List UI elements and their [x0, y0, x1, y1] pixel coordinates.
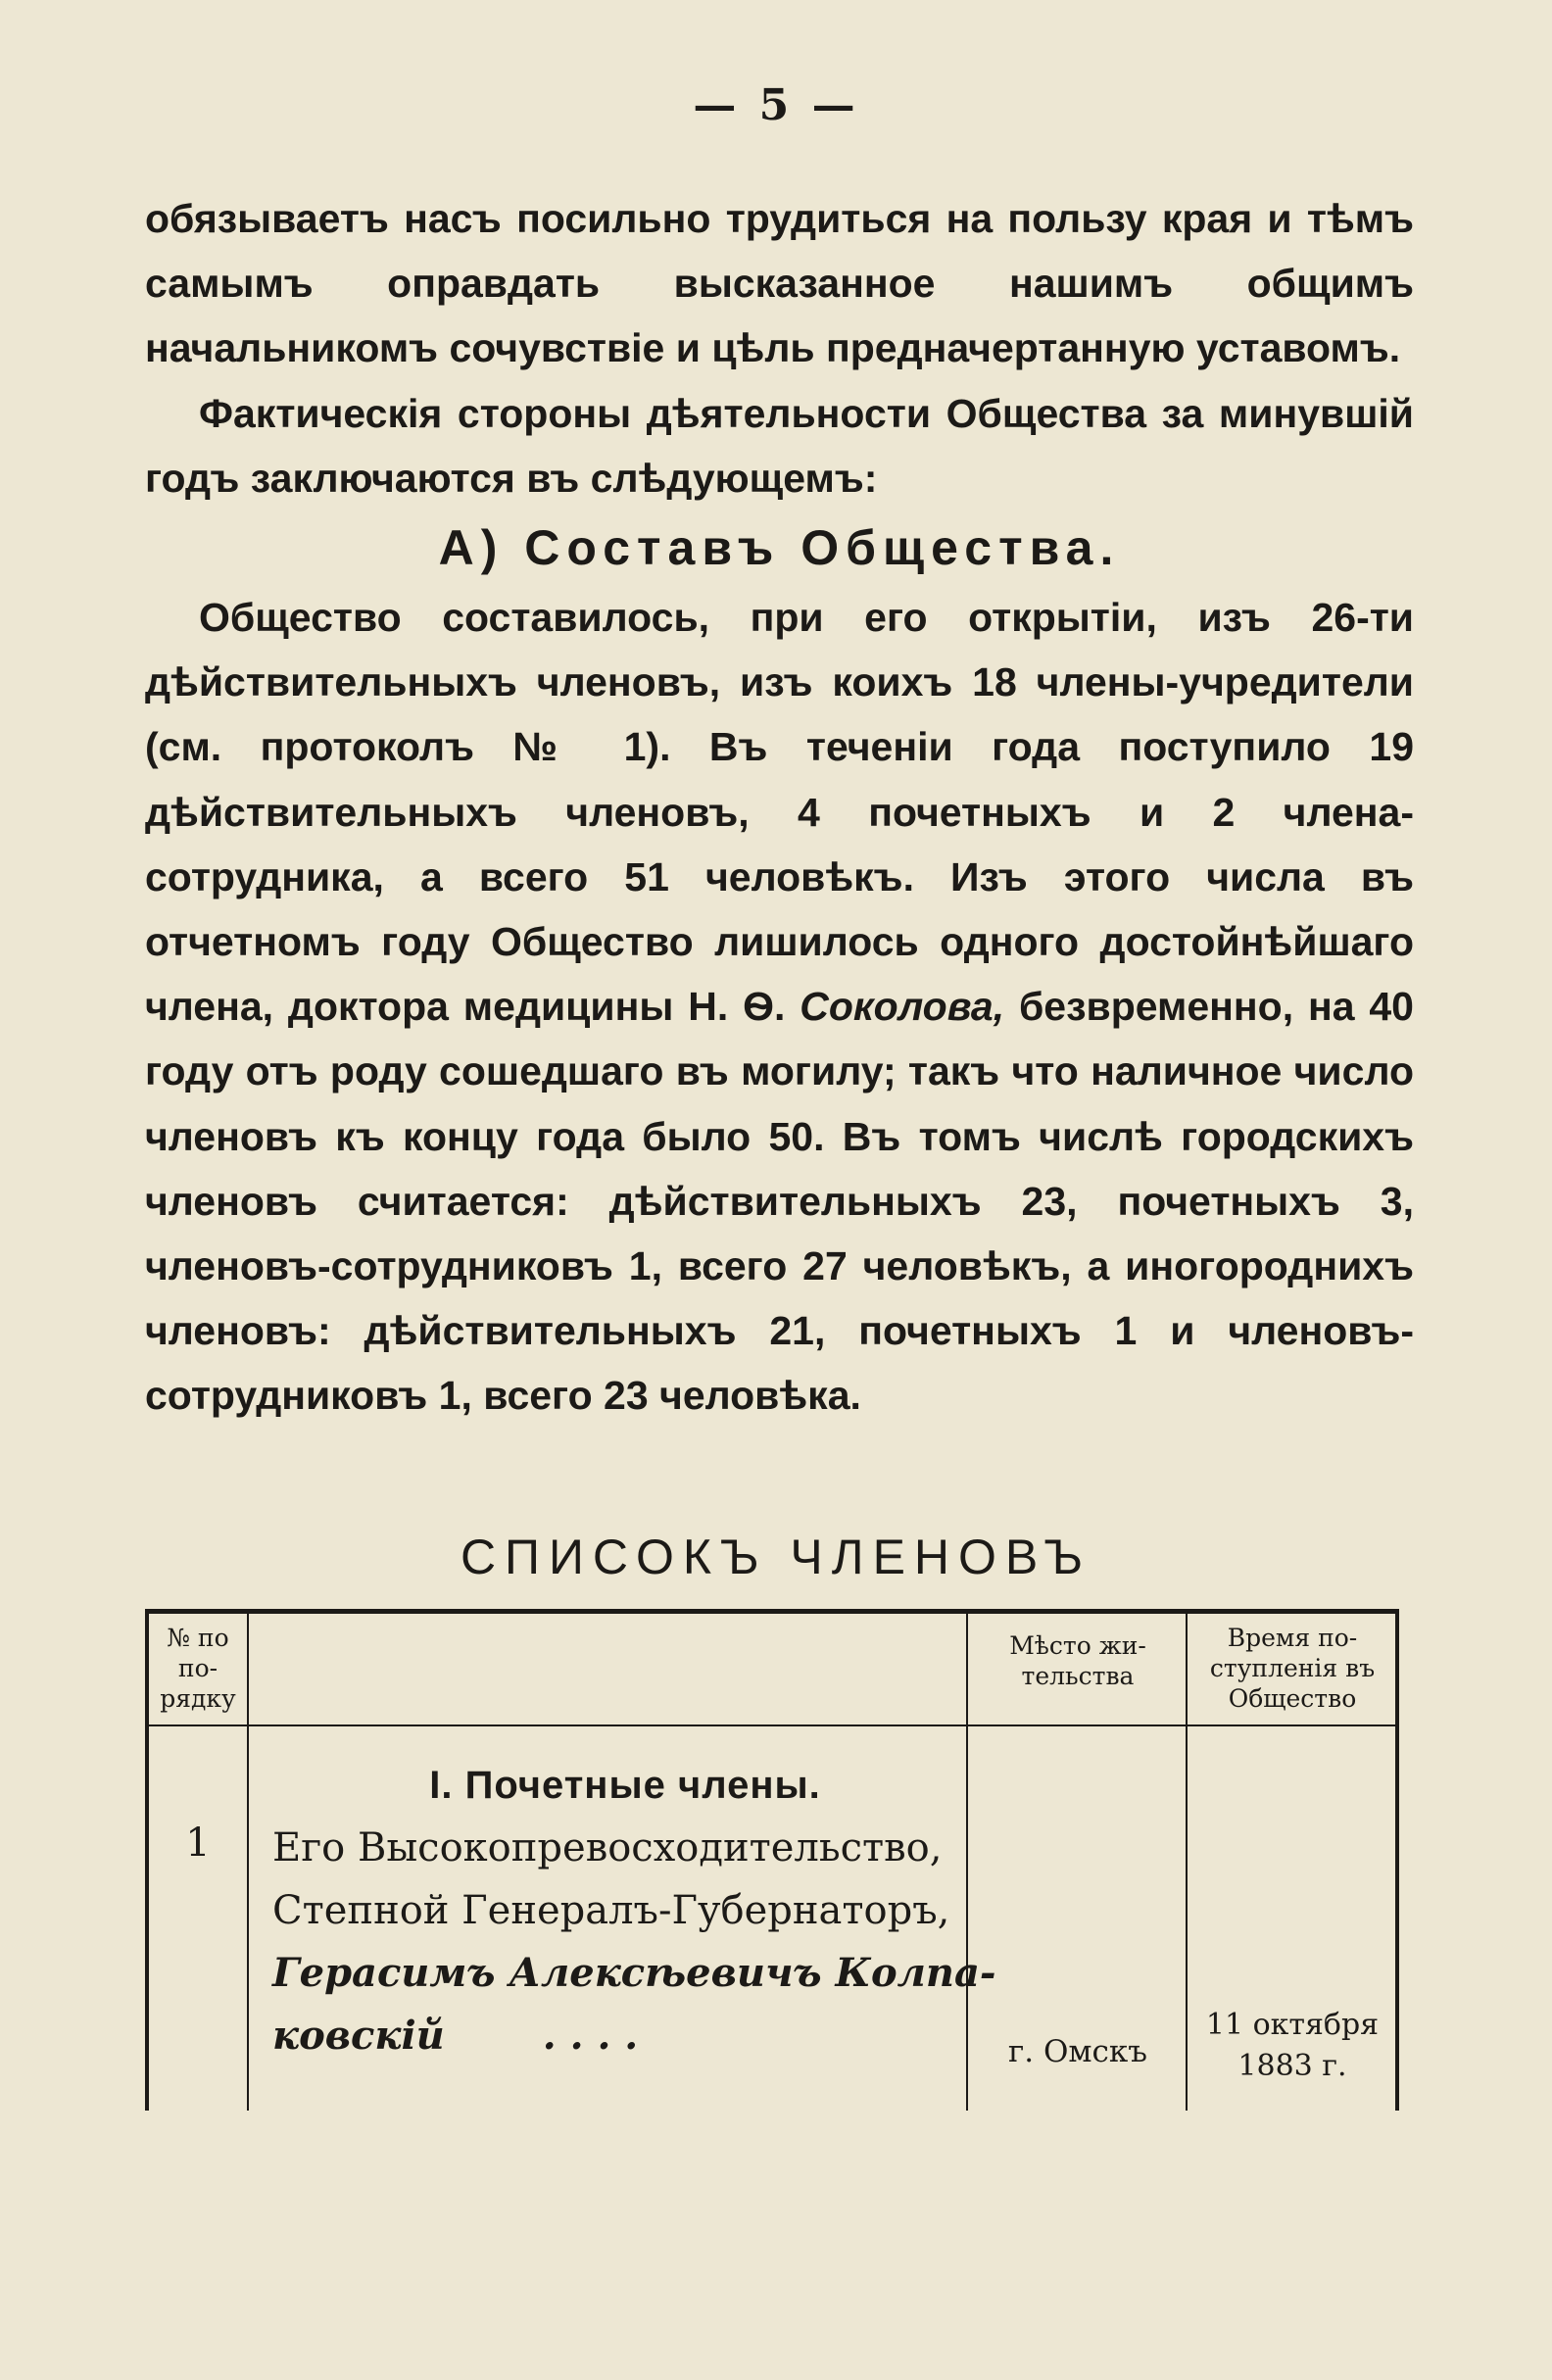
header-number: № по по- рядку — [160, 1624, 236, 1713]
table-column-divider — [1186, 1613, 1188, 2111]
header-date: Время по- ступленія въ Общество — [1209, 1624, 1376, 1713]
members-table — [145, 1609, 1399, 2111]
leader-dots: . . . . — [542, 2013, 639, 2059]
table-header-rule — [145, 1724, 1399, 1726]
body-text — [145, 186, 1414, 1429]
table-top-rule — [145, 1609, 1399, 1614]
name-italic-line-last: ковскій . . . . — [272, 2005, 958, 2067]
header-place: Мѣсто жи- тельства — [1009, 1631, 1146, 1690]
row-place: г. Омскъ — [1008, 2034, 1147, 2069]
members-list-title: СПИСОКЪ ЧЛЕНОВЪ — [460, 1530, 1092, 1584]
paragraph-activities: Фактическія стороны дѣятельности Общества за минувшій годъ заключаются въ слѣдующемъ: — [145, 390, 1414, 501]
member-name-italic: Соколова, — [800, 984, 1005, 1030]
section-heading: А) Составъ Общества. — [438, 520, 1121, 576]
table-column-divider — [966, 1613, 968, 2111]
row-date: 11 октября 1883 г. — [1205, 2008, 1380, 2083]
composition-text-end: безвременно, на 40 году отъ роду сошедшаго въ могилу; такъ что наличное число членовъ къ концу года было 50. Въ томъ числѣ городскихъ членовъ считается: дѣйствительныхъ 23, почетныхъ 3, членовъ-сотрудниковъ 1, всего 27 человѣкъ, а иногороднихъ членовъ: дѣйствительныхъ 21, почетныхъ 1 и членовъ-сотрудниковъ 1, всего 23 человѣка. — [145, 984, 1414, 1419]
name-line: Степной Генералъ-Губернаторъ, — [272, 1888, 950, 1933]
category-heading: I. Почетные члены. — [429, 1764, 821, 1807]
name-italic-line: Герасимъ Алексѣевичъ Колпа- — [272, 1950, 996, 1996]
name-line: Его Высокопревосходительство, — [272, 1825, 943, 1870]
table-right-border — [1395, 1613, 1399, 2111]
table-column-divider — [247, 1613, 249, 2111]
page-number: — 5 — — [693, 80, 859, 130]
row-number: 1 — [185, 1821, 211, 1866]
row-name-cell — [272, 1754, 996, 2067]
composition-text-start: Общество составилось, при его открытіи, изъ 26-ти дѣйствительныхъ членовъ, изъ коихъ 18 члены-учредители (см. протоколъ № 1). Въ теченіи года поступило 19 дѣйствительныхъ членовъ, 4 почетныхъ и 2 члена-сотрудника, а всего 51 человѣкъ. Изъ этого числа въ отчетномъ году Общество лишилось одного достойнѣйшаго члена, доктора медицины Н. Ѳ. — [145, 595, 1414, 1030]
paragraph-composition — [145, 585, 1414, 1429]
paragraph-continuation: обязываетъ насъ посильно трудиться на пользу края и тѣмъ самымъ оправдать высказанное нашимъ общимъ начальникомъ сочувствіе и цѣль предначертанную уставомъ. — [145, 196, 1414, 371]
